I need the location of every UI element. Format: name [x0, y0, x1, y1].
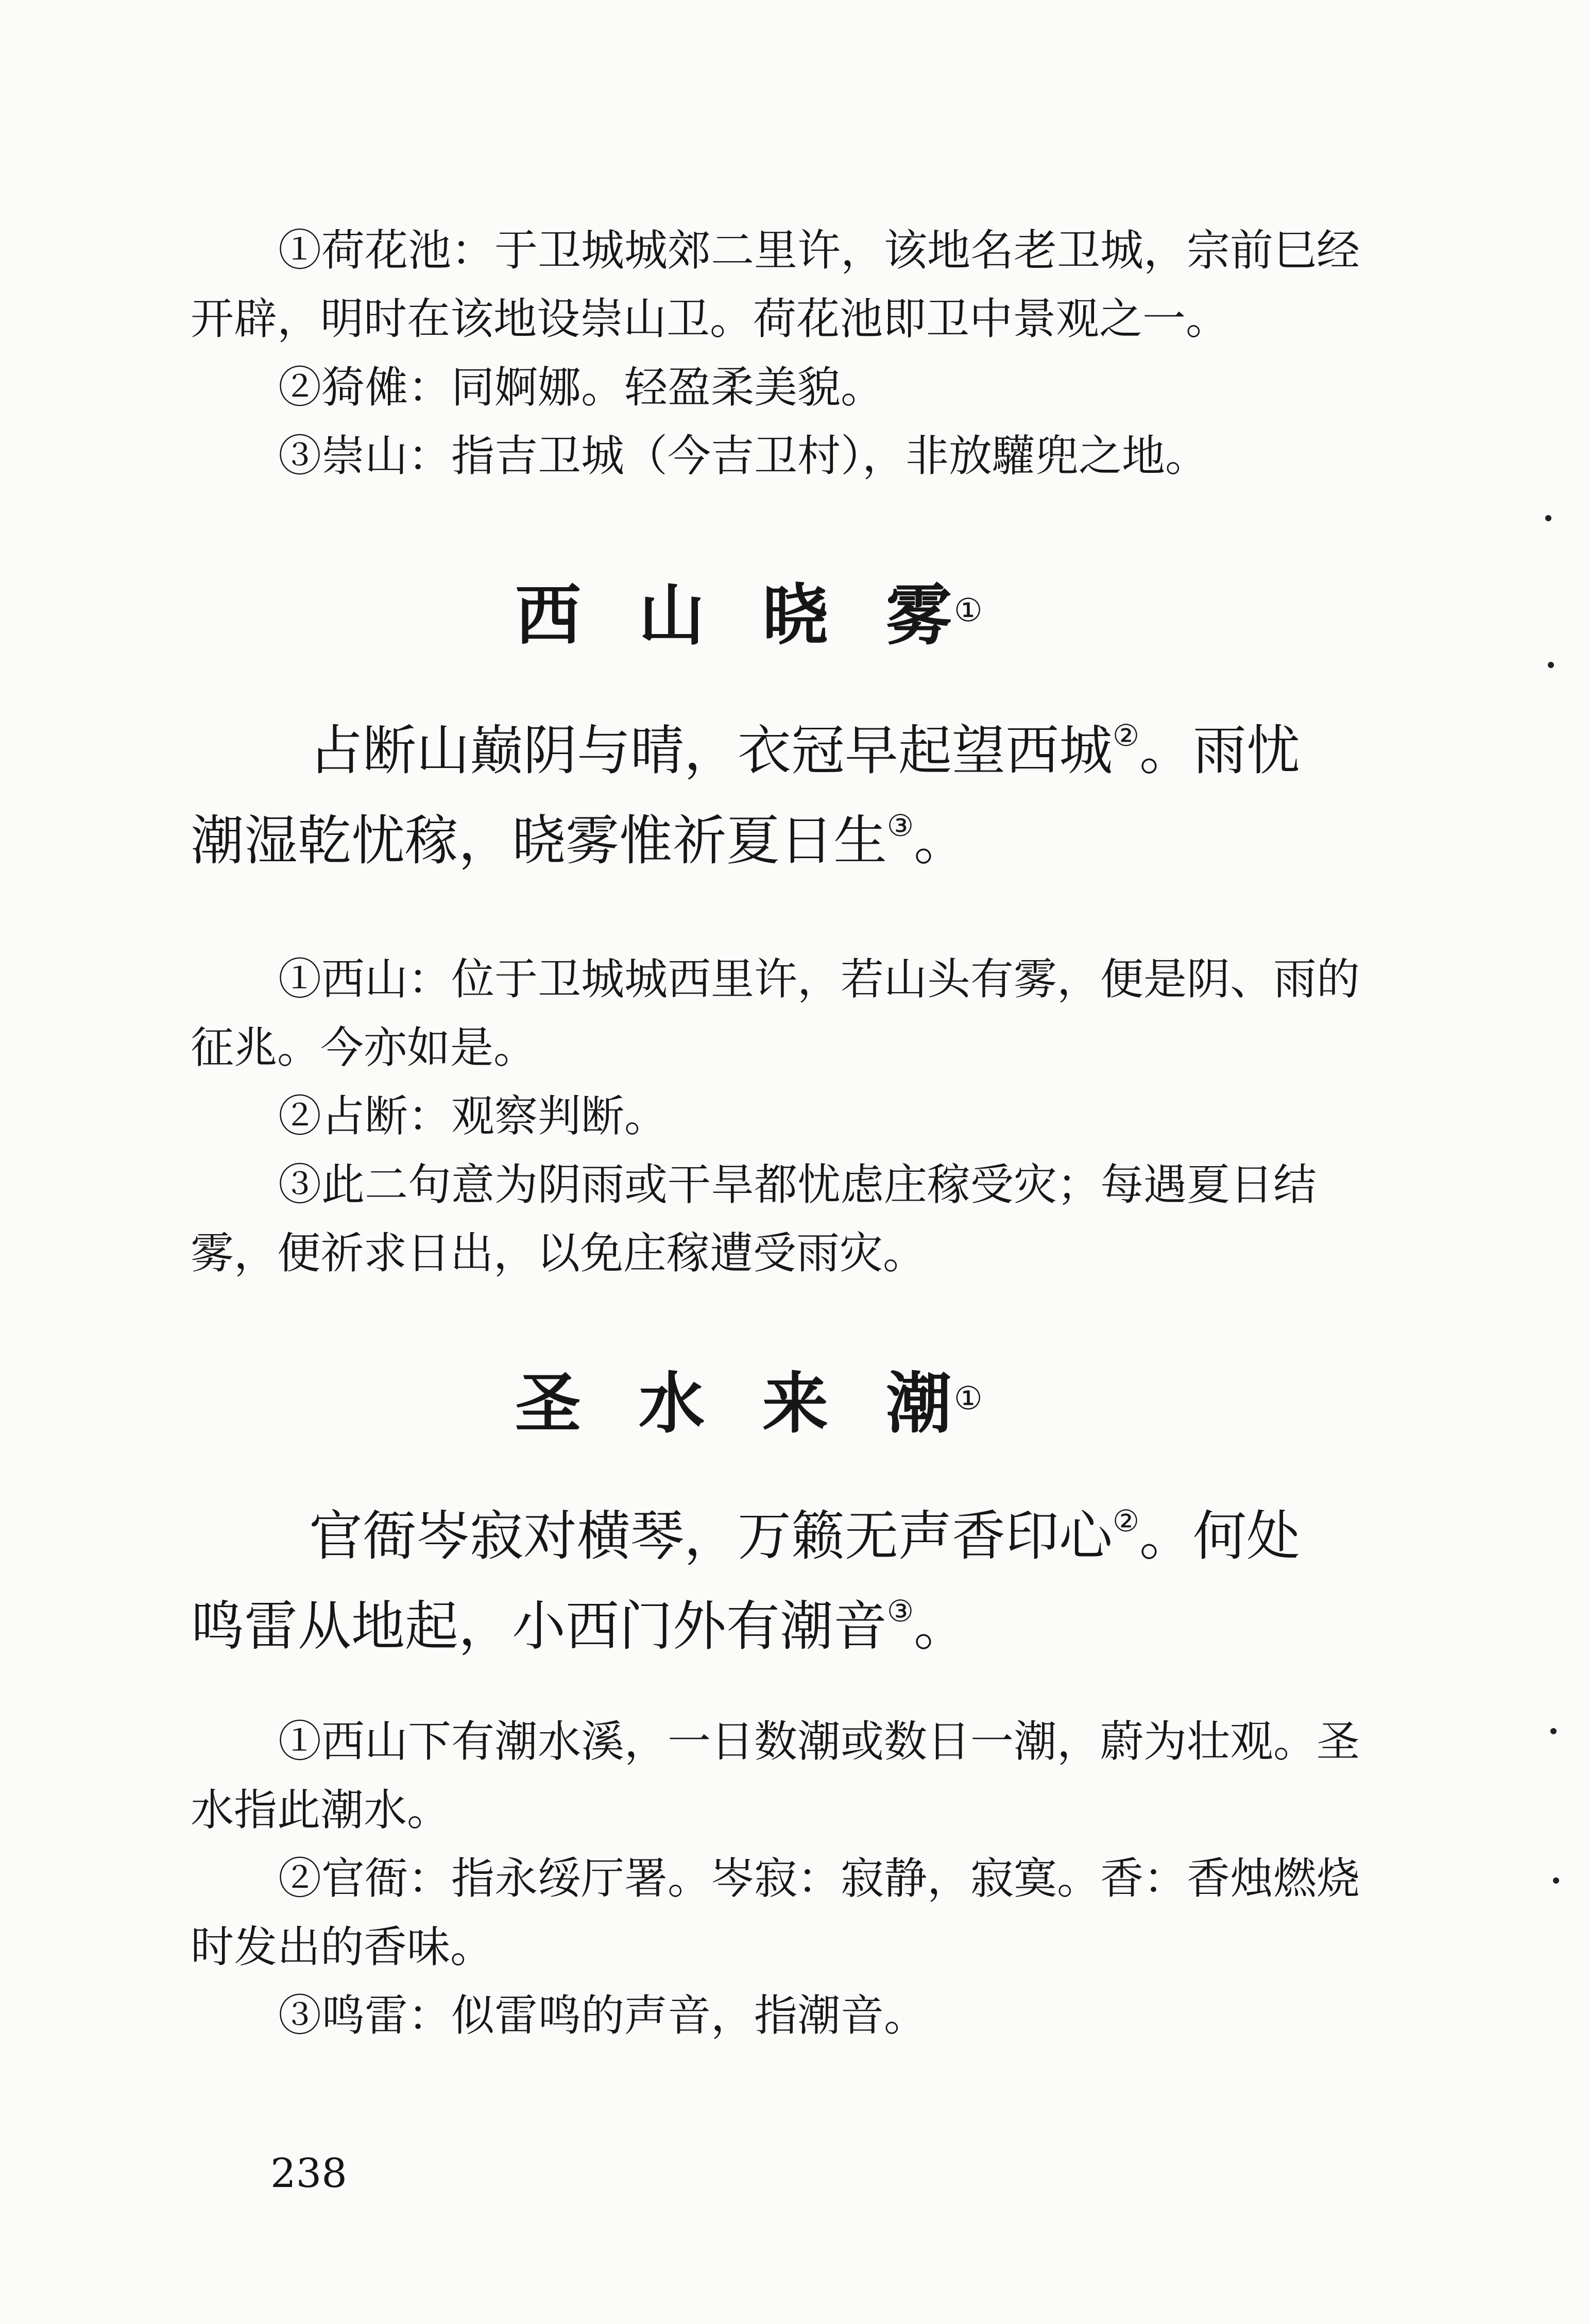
- poem-line: 潮湿乾忧稼，晓雾惟祈夏日生③。: [191, 808, 968, 872]
- footnote-marker: ③: [887, 808, 914, 843]
- scan-speck: [1548, 662, 1554, 668]
- scan-speck: [1545, 515, 1551, 521]
- scan-speck: [1553, 1877, 1559, 1884]
- poem-line: 鸣雷从地起，小西门外有潮音③。: [191, 1594, 968, 1657]
- title-char: 圣: [515, 1365, 582, 1442]
- poem-line: 占断山巅阴与晴，衣冠早起望西城②。雨忧: [309, 718, 1301, 782]
- poem-body: [191, 706, 1375, 886]
- footnote: ③此二句意为阴雨或干旱都忧虑庄稼受灾；每遇夏日结雾，便祈求日出，以免庄稼遭受雨灾。: [191, 1159, 1317, 1278]
- footnote: ①荷花池：于卫城城郊二里许，该地名老卫城，宗前巳经开辟，明时在该地设崇山卫。荷花池即卫中景观之一。: [191, 225, 1360, 344]
- footnote-marker: ②: [1113, 718, 1140, 753]
- footnote-marker: ①: [954, 1379, 983, 1417]
- footnote-marker: ③: [887, 1594, 914, 1629]
- footnote: ①西山：位于卫城城西里许，若山头有雾，便是阴、雨的征兆。今亦如是。: [191, 954, 1360, 1073]
- poem-line: 官衙岑寂对横琴，万籁无声香印心②。何处: [309, 1503, 1301, 1567]
- title-char: 山: [639, 577, 705, 654]
- title-char: 水: [639, 1365, 705, 1442]
- title-char: 西: [515, 577, 582, 654]
- title-char: 晓: [762, 577, 829, 654]
- poem-body: [191, 1491, 1375, 1671]
- footnotes-top: [191, 216, 1365, 490]
- footnote-marker: ②: [1113, 1503, 1140, 1539]
- page-number: 238: [270, 2150, 347, 2197]
- title-char: 雾: [886, 577, 952, 654]
- footnote-marker: ①: [954, 591, 983, 629]
- footnote: ①西山下有潮水溪，一日数潮或数日一潮，蔚为壮观。圣水指此潮水。: [191, 1716, 1360, 1835]
- footnotes-poem1: [191, 945, 1365, 1288]
- scan-speck: [1550, 1728, 1557, 1734]
- title-char: 潮: [886, 1365, 952, 1442]
- title-char: 来: [762, 1365, 829, 1442]
- footnote: ②猗傩：同婀娜。轻盈柔美貌。: [278, 362, 884, 413]
- footnote: ②占断：观察判断。: [278, 1091, 668, 1141]
- footnote: ②官衙：指永绥厅署。岑寂：寂静，寂寞。香：香烛燃烧时发出的香味。: [191, 1853, 1360, 1972]
- footnote: ③崇山：指吉卫城（今吉卫村），非放驩兜之地。: [278, 431, 1209, 481]
- footnote: ③鸣雷：似雷鸣的声音，指潮音。: [278, 1990, 928, 2041]
- footnotes-poem2: [191, 1707, 1365, 2050]
